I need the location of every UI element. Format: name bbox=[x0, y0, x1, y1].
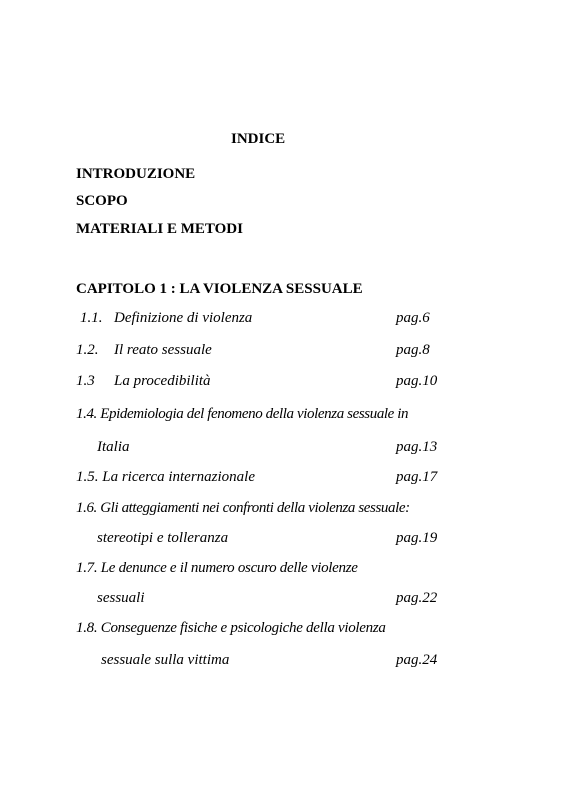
entry-page: pag.13 bbox=[396, 439, 438, 455]
section-materiali-metodi: MATERIALI E METODI bbox=[76, 221, 243, 237]
entry-title: 1.7. Le denunce e il numero oscuro delle violenze bbox=[76, 560, 358, 576]
entry-title-continued: sessuali bbox=[97, 590, 145, 606]
entry-title: Il reato sessuale bbox=[114, 342, 212, 358]
entry-title: 1.4. Epidemiologia del fenomeno della violenza sessuale in bbox=[76, 406, 409, 422]
entry-number: 1.3 bbox=[76, 373, 95, 389]
entry-page: pag.8 bbox=[396, 342, 430, 358]
chapter-heading: CAPITOLO 1 : LA VIOLENZA SESSUALE bbox=[76, 281, 363, 297]
entry-title-continued: sessuale sulla vittima bbox=[101, 652, 230, 668]
entry-number: 1.1. bbox=[80, 310, 103, 326]
entry-page: pag.19 bbox=[396, 530, 438, 546]
entry-page: pag.10 bbox=[396, 373, 438, 389]
entry-title-continued: stereotipi e tolleranza bbox=[97, 530, 229, 546]
section-introduzione: INTRODUZIONE bbox=[76, 166, 196, 182]
entry-number: 1.2. bbox=[76, 342, 99, 358]
entry-title: 1.5. La ricerca internazionale bbox=[76, 469, 256, 485]
entry-page: pag.17 bbox=[396, 469, 438, 485]
entry-title: Definizione di violenza bbox=[114, 310, 253, 326]
entry-page: pag.22 bbox=[396, 590, 438, 606]
index-title: INDICE bbox=[231, 131, 286, 147]
section-scopo: SCOPO bbox=[76, 193, 128, 209]
entry-title: La procedibilità bbox=[114, 373, 211, 389]
entry-title: 1.8. Conseguenze fisiche e psicologiche della violenza bbox=[76, 620, 386, 636]
entry-title: 1.6. Gli atteggiamenti nei confronti della violenza sessuale: bbox=[76, 500, 410, 516]
entry-page: pag.6 bbox=[396, 310, 430, 326]
entry-title-continued: Italia bbox=[97, 439, 130, 455]
entry-page: pag.24 bbox=[396, 652, 438, 668]
